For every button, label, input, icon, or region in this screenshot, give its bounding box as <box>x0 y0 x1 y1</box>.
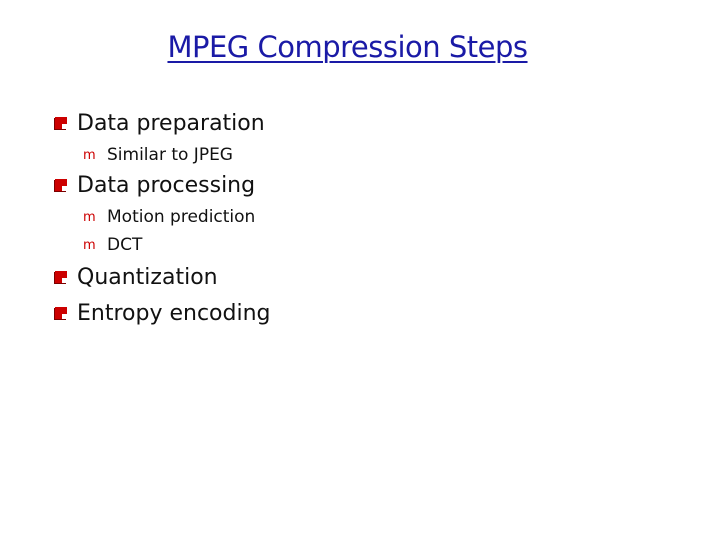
sub-bullet-item-similar-to-jpeg <box>83 145 233 165</box>
sub-bullet-label: Motion prediction <box>107 207 256 227</box>
square-bullet-icon <box>55 179 67 191</box>
sub-bullet-label: Similar to JPEG <box>107 145 233 165</box>
round-sub-bullet-icon: m <box>83 210 96 225</box>
sub-bullet-item-motion-prediction <box>83 207 255 227</box>
sub-bullet-item-dct <box>83 235 142 255</box>
bullet-item-quantization <box>55 265 218 290</box>
round-sub-bullet-icon: m <box>83 238 96 253</box>
bullet-item-data-processing <box>55 173 255 198</box>
sub-bullet-label: DCT <box>107 235 143 255</box>
square-bullet-icon <box>55 271 67 283</box>
square-bullet-icon <box>55 307 67 319</box>
bullet-label: Data preparation <box>77 111 265 136</box>
square-bullet-icon <box>55 117 67 129</box>
bullet-item-data-preparation <box>55 111 265 136</box>
bullet-label: Data processing <box>77 173 256 198</box>
bullet-item-entropy-encoding <box>55 301 271 326</box>
round-sub-bullet-icon: m <box>83 148 96 163</box>
bullet-label: Quantization <box>77 265 218 290</box>
slide-title: MPEG Compression Steps <box>167 30 528 64</box>
bullet-label: Entropy encoding <box>77 301 271 326</box>
